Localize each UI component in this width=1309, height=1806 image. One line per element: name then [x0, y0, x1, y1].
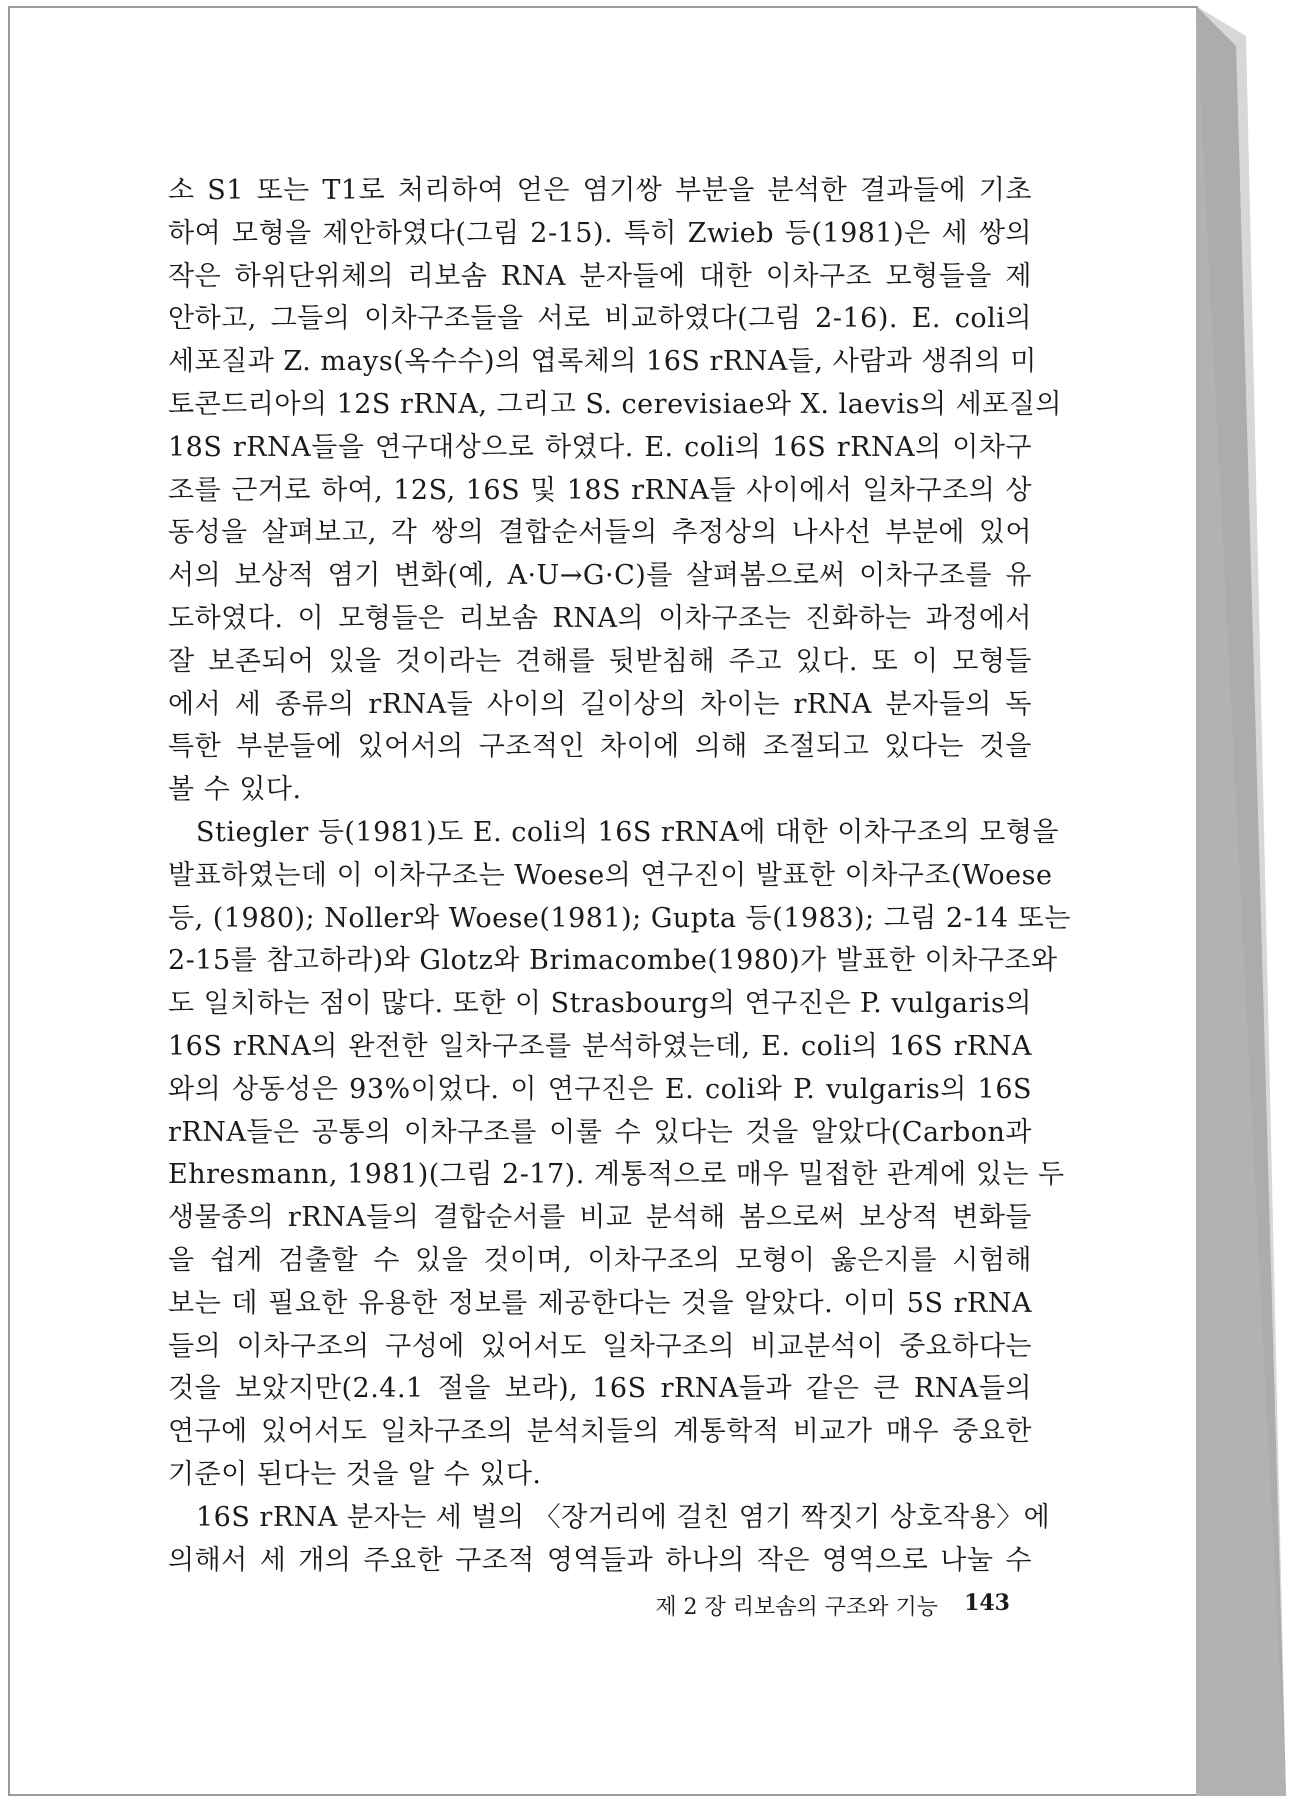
text-line: 안하고, 그들의 이차구조들을 서로 비교하였다(그림 2-16). E. coli의	[168, 303, 1032, 335]
text-line: 2-15를 참고하라)와 Glotz와 Brimacombe(1980)가 발표한 이차구조와	[168, 945, 1058, 977]
text-line: 토콘드리아의 12S rRNA, 그리고 S. cerevisiae와 X. laevis의 세포질의	[168, 388, 1063, 420]
text-line: 동성을 살펴보고, 각 쌍의 결합순서들의 추정상의 나사선 부분에 있어	[168, 517, 1032, 549]
text-line: 생물종의 rRNA들의 결합순서를 비교 분석해 봄으로써 보상적 변화들	[168, 1202, 1032, 1234]
text-line: 보는 데 필요한 유용한 정보를 제공한다는 것을 알았다. 이미 5S rRNA	[168, 1287, 1032, 1319]
book-page-edge	[1196, 6, 1286, 1796]
text-line: 의해서 세 개의 주요한 구조적 영역들과 하나의 작은 영역으로 나눌 수	[168, 1544, 1032, 1576]
paragraph-3	[168, 1497, 1051, 1583]
text-line: 16S rRNA 분자는 세 벌의 〈장거리에 걸친 염기 짝짓기 상호작용〉에	[196, 1501, 1051, 1533]
text-line: 18S rRNA들을 연구대상으로 하였다. E. coli의 16S rRNA의 이차구	[168, 431, 1032, 463]
running-footer-chapter: 제 2 장 리보솜의 구조와 기능	[655, 1595, 939, 1620]
text-line: 작은 하위단위체의 리보솜 RNA 분자들에 대한 이차구조 모형들을 제	[168, 260, 1032, 292]
text-line: 소 S1 또는 T1로 처리하여 얻은 염기쌍 부분을 분석한 결과들에 기초	[168, 175, 1032, 206]
text-line: 을 쉽게 검출할 수 있을 것이며, 이차구조의 모형이 옳은지를 시험해	[168, 1244, 1032, 1276]
text-line: 들의 이차구조의 구성에 있어서도 일차구조의 비교분석이 중요하다는	[168, 1330, 1032, 1362]
text-line: 하여 모형을 제안하였다(그림 2-15). 특히 Zwieb 등(1981)은 세 쌍의	[168, 217, 1032, 249]
text-line: Stiegler 등(1981)도 E. coli의 16S rRNA에 대한 이차구조의 모형을	[196, 816, 1060, 848]
text-line: 세포질과 Z. mays(옥수수)의 엽록체의 16S rRNA들, 사람과 생쥐의 미	[168, 346, 1037, 378]
text-line: 등, (1980); Noller와 Woese(1981); Gupta 등(1983); 그림 2-14 또는	[168, 902, 1071, 934]
paragraph-2	[168, 812, 1071, 1497]
page-footer	[600, 1590, 1010, 1621]
text-line: 도하였다. 이 모형들은 리보솜 RNA의 이차구조는 진화하는 과정에서	[168, 602, 1032, 634]
text-line: 서의 보상적 염기 변화(예, A·U→G·C)를 살펴봄으로써 이차구조를 유	[168, 560, 1032, 592]
text-line: Ehresmann, 1981)(그림 2-17). 계통적으로 매우 밀접한 관계에 있는 두	[168, 1159, 1065, 1191]
text-line: 조를 근거로 하여, 12S, 16S 및 18S rRNA들 사이에서 일차구조의 상	[168, 474, 1032, 506]
text-line: 연구에 있어서도 일차구조의 분석치들의 계통학적 비교가 매우 중요한	[168, 1416, 1032, 1448]
text-line: 와의 상동성은 93%이었다. 이 연구진은 E. coli와 P. vulgaris의 16S	[168, 1073, 1032, 1105]
text-line: rRNA들은 공통의 이차구조를 이룰 수 있다는 것을 알았다(Carbon과	[168, 1116, 1032, 1148]
text-line: 기준이 된다는 것을 알 수 있다.	[168, 1458, 542, 1490]
text-line: 특한 부분들에 있어서의 구조적인 차이에 의해 조절되고 있다는 것을	[168, 731, 1032, 763]
page-number: 143	[964, 1590, 1010, 1616]
text-line: 에서 세 종류의 rRNA들 사이의 길이상의 차이는 rRNA 분자들의 독	[168, 688, 1032, 720]
text-line: 볼 수 있다.	[168, 774, 302, 806]
text-line: 발표하였는데 이 이차구조는 Woese의 연구진이 발표한 이차구조(Woese	[168, 859, 1053, 891]
text-line: 16S rRNA의 완전한 일차구조를 분석하였는데, E. coli의 16S rRNA	[168, 1030, 1032, 1062]
text-line: 것을 보았지만(2.4.1 절을 보라), 16S rRNA들과 같은 큰 RNA들의	[168, 1373, 1032, 1405]
body-text	[168, 170, 1071, 1582]
text-line: 도 일치하는 점이 많다. 또한 이 Strasbourg의 연구진은 P. vulgaris의	[168, 988, 1032, 1020]
paragraph-1	[168, 170, 1063, 812]
text-line: 잘 보존되어 있을 것이라는 견해를 뒷받침해 주고 있다. 또 이 모형들	[168, 645, 1032, 677]
